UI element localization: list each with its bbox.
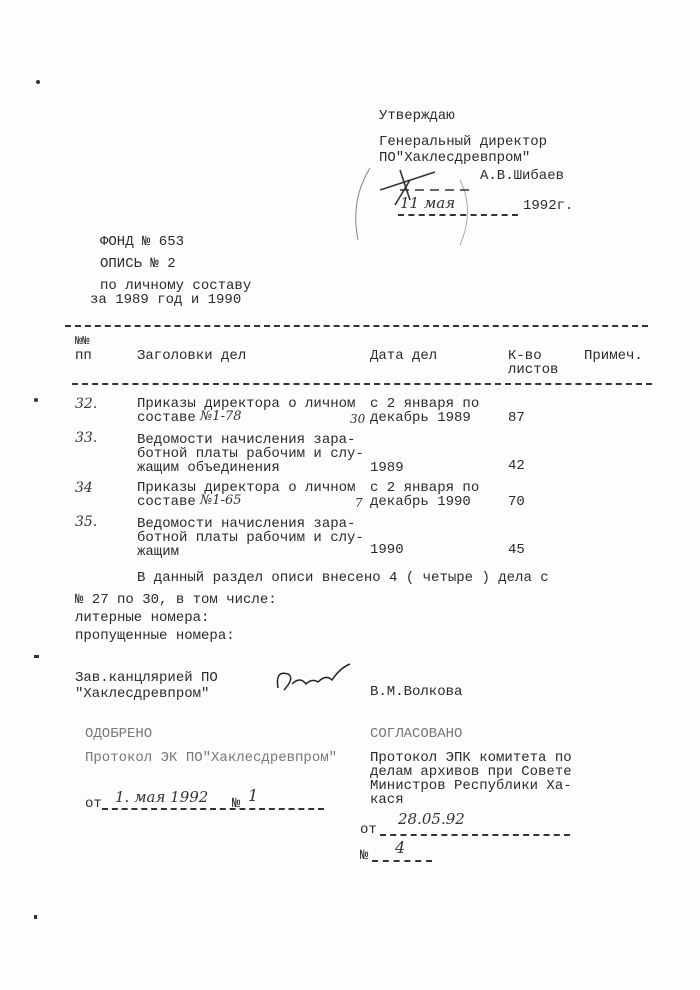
approved-title: ОДОБРЕНО [85,726,153,742]
row-1-title-line1: Приказы директора о личном [137,396,356,412]
summary-line4: пропущенные номера: [75,628,235,644]
agreed-num-line [372,860,432,862]
table-top-rule [65,325,648,327]
row-3-date-line2: декабрь 1990 [370,494,471,510]
agreed-line1: Протокол ЭПК комитета по [370,750,572,766]
approved-from-label: от [85,796,102,812]
agreed-line4: кася [370,792,404,808]
summary-line3: литерные номера: [75,610,210,626]
row-2-title-line3: жащим объединения [137,460,280,476]
chancellery-signature [270,660,355,700]
table-header-rule [72,383,652,385]
col-num-line2: пп [75,348,92,364]
approval-position-line1: Генеральный директор [379,134,548,150]
subtitle-line2: за 1989 год и 1990 [90,292,242,308]
col-date-header: Дата дел [370,348,438,364]
row-4-title-line3: жащим [137,544,180,560]
row-1-date-line2: декабрь 1989 [370,410,471,426]
approved-date-line [102,808,324,810]
row-1-num: 32. [75,396,98,412]
row-1-count: 87 [508,410,525,426]
fond-number: ФОНД № 653 [100,234,185,250]
row-4-title-line2: ботной платы рабочим и слу- [137,530,364,546]
agreed-line3: Министров Республики Ха- [370,778,572,794]
agreed-date-line [380,834,570,836]
row-3-date-handwritten: 7 [355,496,363,510]
row-2-title-line1: Ведомости начисления зара- [137,432,356,448]
row-3-title-line1: Приказы директора о личном [137,480,356,496]
row-1-title-line2: составе [137,410,196,426]
row-3-num: 34 [75,480,93,496]
row-3-title-handwritten: №1-65 [200,493,242,508]
summary-line2: № 27 по 30, в том числе: [75,592,277,608]
approval-title: Утверждаю [379,108,455,124]
agreed-from-label: от [360,822,377,838]
summary-line1: В данный раздел описи внесено 4 ( четыре ) дела с [137,570,549,586]
agreed-line2: делам архивов при Совете [370,764,572,780]
row-1-title-handwritten: №1-78 [200,409,242,424]
approval-date-line [398,214,518,216]
row-3-date-line1: с 2 января по [370,480,480,496]
subtitle-line1: по личному составу [100,278,252,294]
agreed-num-label: № [360,848,369,864]
binding-mark [34,655,39,658]
row-4-date: 1990 [370,542,404,558]
col-count-header-line1: К-во [508,348,542,364]
approval-year: 1992г. [523,198,574,214]
row-4-count: 45 [508,542,525,558]
row-3-count: 70 [508,494,525,510]
chancellery-position-line2: "Хаклесдревпром" [75,686,210,702]
binding-mark [34,915,37,919]
agreed-title: СОГЛАСОВАНО [370,726,463,742]
row-3-title-line2: составе [137,494,196,510]
approval-position-line2: ПО"Хаклесдревпром" [379,150,531,166]
col-note-header: Примеч. [584,348,643,364]
approved-handwritten-date: 1. мая 1992 [115,788,209,806]
col-count-header-line2: листов [508,362,559,378]
binding-mark [34,398,38,402]
row-1-date-line1: с 2 января по [370,396,480,412]
agreed-handwritten-num: 4 [395,838,406,857]
opis-number: ОПИСЬ № 2 [100,256,176,272]
approved-handwritten-num: 1 [248,786,259,805]
col-num-line1: №№ [75,334,90,348]
row-2-title-line2: ботной платы рабочим и слу- [137,446,364,462]
binding-mark [36,80,40,84]
col-title-header: Заголовки дел [137,348,247,364]
row-2-num: 33. [75,430,98,446]
row-4-num: 35. [75,514,98,530]
approval-signer: А.В.Шибаев [480,168,565,184]
row-1-date-handwritten: 30 [350,412,366,426]
row-4-title-line1: Ведомости начисления зара- [137,516,356,532]
approval-handwritten-date: 11 мая [400,194,456,212]
chancellery-signer: В.М.Волкова [370,684,463,700]
agreed-handwritten-date: 28.05.92 [398,810,465,828]
row-2-date: 1989 [370,460,404,476]
approved-num-label: № [232,796,241,812]
row-2-count: 42 [508,458,525,474]
approved-protocol: Протокол ЭК ПО"Хаклесдревпром" [85,750,338,766]
chancellery-position-line1: Зав.канцлярией ПО [75,670,218,686]
